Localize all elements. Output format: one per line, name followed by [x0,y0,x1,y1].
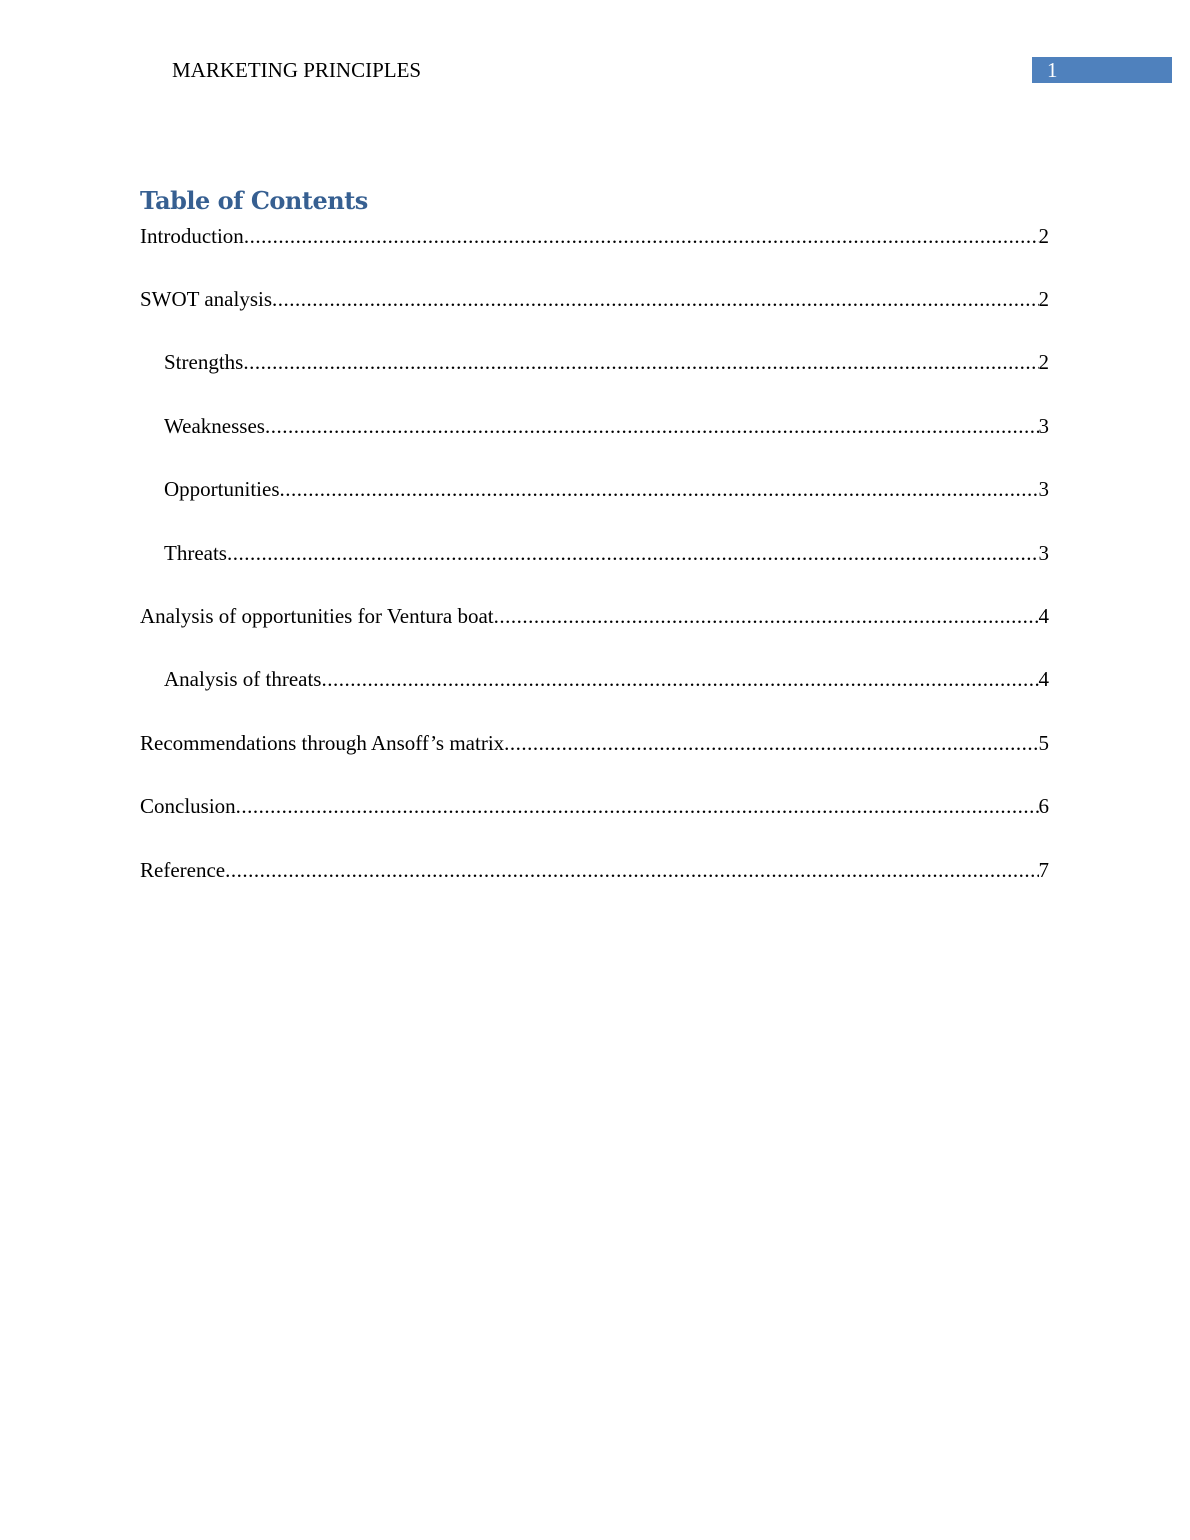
toc-entry-label: Conclusion [140,794,236,818]
toc-entry-page: 4 [1038,667,1049,691]
toc-leader-dots [272,287,1038,312]
toc-entry-page: 4 [1038,604,1049,628]
toc-leader-dots [494,604,1039,629]
toc-entry-page: 3 [1038,477,1049,501]
toc-leader-dots [504,731,1038,756]
toc-leader-dots [243,350,1038,375]
toc-entry-analysis-of-opportunities[interactable] [140,604,1049,632]
toc-leader-dots [225,858,1038,883]
toc-entry-recommendations[interactable] [140,731,1049,759]
toc-entry-label: Analysis of threats [164,667,322,691]
toc-leader-dots [244,224,1039,249]
toc-entry-label: Analysis of opportunities for Ventura boat [140,604,494,628]
toc-entry-page: 3 [1038,414,1049,438]
toc-leader-dots [227,541,1039,566]
page-number-box [1032,57,1172,83]
toc-entry-threats[interactable] [164,541,1049,569]
toc-entry-page: 5 [1038,731,1049,755]
toc-entry-opportunities[interactable] [164,477,1049,505]
toc-entry-swot-analysis[interactable] [140,287,1049,315]
toc-entry-introduction[interactable] [140,224,1049,252]
toc-entry-conclusion[interactable] [140,794,1049,822]
toc-entry-page: 2 [1038,350,1049,374]
toc-entry-strengths[interactable] [164,350,1049,378]
toc-heading: Table of Contents [140,186,368,215]
toc-entry-page: 2 [1038,224,1049,248]
toc-leader-dots [236,794,1039,819]
toc-entry-label: Introduction [140,224,244,248]
page-number: 1 [1047,58,1058,82]
toc-entry-label: Weaknesses [164,414,265,438]
toc-entry-reference[interactable] [140,858,1049,886]
toc-entry-label: Reference [140,858,226,882]
toc-entry-analysis-of-threats[interactable] [164,667,1049,695]
toc-leader-dots [321,667,1038,692]
toc-leader-dots [265,414,1039,439]
toc-entry-page: 6 [1038,794,1049,818]
toc-leader-dots [280,477,1039,502]
toc-entry-label: Recommendations through Ansoff’s matrix [140,731,505,755]
toc-entry-page: 7 [1038,858,1049,882]
toc-entry-page: 3 [1038,541,1049,565]
toc-entry-label: Strengths [164,350,244,374]
toc-entry-label: Opportunities [164,477,280,501]
toc-entry-label: SWOT analysis [140,287,273,311]
header-title: MARKETING PRINCIPLES [172,58,422,82]
toc-entry-page: 2 [1038,287,1049,311]
toc-entry-label: Threats [164,541,227,565]
toc-entry-weaknesses[interactable] [164,414,1049,442]
